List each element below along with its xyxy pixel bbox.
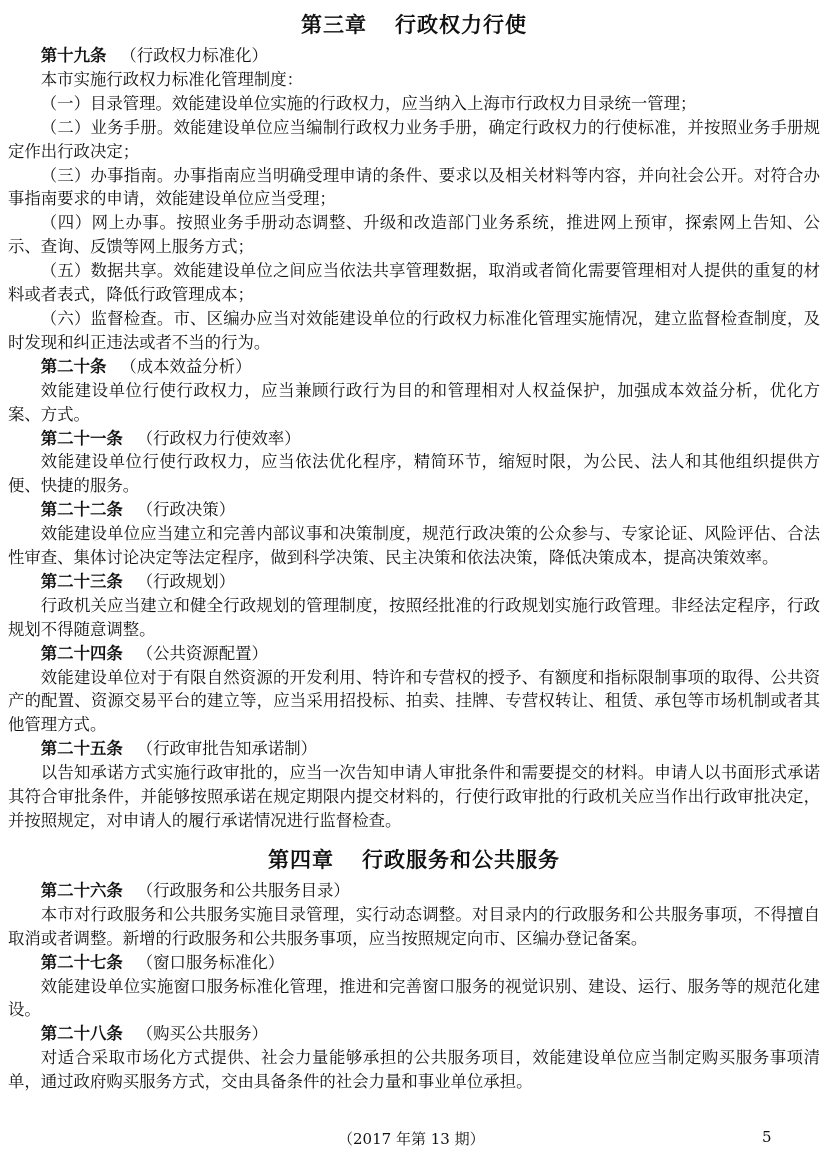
article-title: （公共资源配置）: [136, 643, 268, 663]
article-heading: [8, 355, 820, 379]
article-number: 第十九条: [40, 46, 107, 65]
article-paragraph: （五）数据共享。效能建设单位之间应当依法共享管理数据，取消或者简化需要管理相对人提供的重复的材料或者表式，降低行政管理成本；: [8, 261, 820, 305]
article: [8, 642, 820, 738]
article-heading: [8, 498, 820, 522]
article-paragraph: （一）目录管理。效能建设单位实施的行政权力，应当纳入上海市行政权力目录统一管理；: [40, 93, 697, 113]
article-heading: [8, 879, 820, 903]
article-paragraph: 行政机关应当建立和健全行政规划的管理制度，按照经批准的行政规划实施行政管理。非经法定程序，行政规划不得随意调整。: [8, 595, 820, 639]
issue-label: （2017 年第 13 期）: [338, 1130, 485, 1148]
chapter-number: 第三章: [301, 13, 367, 37]
article: [8, 737, 820, 833]
article-number: 第二十六条: [40, 880, 123, 900]
article-number: 第二十七条: [40, 952, 123, 972]
article: [8, 498, 820, 570]
article: [8, 44, 820, 355]
article-title: （购买公共服务）: [136, 1024, 268, 1044]
article-number: 第二十五条: [40, 739, 123, 759]
chapter-name: 行政权力行使: [395, 13, 527, 37]
article-title: （行政权力标准化）: [120, 46, 268, 65]
article: [8, 355, 820, 427]
page-number: 5: [762, 1128, 772, 1146]
article-title: （成本效益分析）: [120, 356, 252, 376]
article-paragraph: 本市对行政服务和公共服务实施目录管理，实行动态调整。对目录内的行政服务和公共服务事项，不得擅自取消或者调整。新增的行政服务和公共服务事项，应当按照规定向市、区编办登记备案。: [8, 904, 820, 948]
article-heading: [8, 951, 820, 975]
article-title: （行政服务和公共服务目录）: [136, 880, 350, 900]
article-number: 第二十一条: [40, 428, 123, 448]
article-paragraph: 效能建设单位行使行政权力，应当兼顾行政行为目的和管理相对人权益保护，加强成本效益分析，优化方案、方式。: [8, 380, 820, 424]
article-heading: [8, 44, 820, 68]
article-paragraph: （六）监督检查。市、区编办应当对效能建设单位的行政权力标准化管理实施情况，建立监督检查制度，及时发现和纠正违法或者不当的行为。: [8, 308, 820, 352]
article-paragraph: 以告知承诺方式实施行政审批的，应当一次告知申请人审批条件和需要提交的材料。申请人以书面形式承诺其符合审批条件，并能够按照承诺在规定期限内提交材料的，行使行政审批的行政机关应当作出行政审批决定，并按照规定，对申请人的履行承诺情况进行监督检查。: [8, 763, 820, 830]
article-number: 第二十条: [40, 356, 107, 376]
article-title: （行政审批告知承诺制）: [136, 739, 318, 759]
article-paragraph: 对适合采取市场化方式提供、社会力量能够承担的公共服务项目，效能建设单位应当制定购买服务事项清单，通过政府购买服务方式，交由具备条件的社会力量和事业单位承担。: [8, 1048, 820, 1092]
article: [8, 570, 820, 642]
article-paragraph: 效能建设单位行使行政权力，应当依法优化程序，精简环节，缩短时限，为公民、法人和其他组织提供方便、快捷的服务。: [8, 452, 820, 496]
article-heading: [8, 1022, 820, 1046]
article: [8, 951, 820, 1023]
article-title: （行政权力行使效率）: [136, 428, 301, 448]
article-number: 第二十三条: [40, 571, 123, 591]
article-heading: [8, 427, 820, 451]
article-paragraph: 效能建设单位对于有限自然资源的开发利用、特许和专营权的授予、有额度和指标限制事项的取得、公共资产的配置、资源交易平台的建立等，应当采用招投标、拍卖、挂牌、专营权转让、租赁、承包等市场机制或者其他管理方式。: [8, 667, 820, 735]
article-paragraph: （四）网上办事。按照业务手册动态调整、升级和改造部门业务系统，推进网上预审，探索网上告知、公示、查询、反馈等网上服务方式；: [8, 213, 820, 257]
article-title: （窗口服务标准化）: [136, 952, 285, 972]
chapter-name: 行政服务和公共服务: [362, 847, 560, 872]
article-title: （行政决策）: [136, 500, 236, 520]
article-paragraph: （二）业务手册。效能建设单位应当编制行政权力业务手册，确定行政权力的行使标准，并按照业务手册规定作出行政决定；: [8, 117, 820, 161]
article-number: 第二十四条: [40, 643, 123, 663]
chapter-number: 第四章: [268, 847, 334, 872]
article: [8, 427, 820, 499]
article-heading: [8, 570, 820, 594]
chapter-title: [8, 8, 820, 42]
article-title: （行政规划）: [136, 571, 236, 591]
article-number: 第二十八条: [40, 1024, 123, 1044]
article-paragraph: 本市实施行政权力标准化管理制度：: [40, 69, 304, 89]
article-number: 第二十二条: [40, 500, 123, 520]
article: [8, 879, 820, 951]
chapter-title: [8, 843, 820, 877]
article-heading: [8, 737, 820, 761]
article-heading: [8, 642, 820, 666]
article-paragraph: 效能建设单位应当建立和完善内部议事和决策制度，规范行政决策的公众参与、专家论证、风险评估、合法性审查、集体讨论决定等法定程序，做到科学决策、民主决策和依法决策，降低决策成本，提高决策效率。: [8, 524, 820, 568]
article: [8, 1022, 820, 1094]
article-paragraph: 效能建设单位实施窗口服务标准化管理，推进和完善窗口服务的视觉识别、建设、运行、服务等的规范化建设。: [8, 976, 820, 1020]
document-page: [8, 8, 820, 1094]
article-paragraph: （三）办事指南。办事指南应当明确受理申请的条件、要求以及相关材料等内容，并向社会公开。对符合办事指南要求的申请，效能建设单位应当受理；: [8, 165, 820, 209]
